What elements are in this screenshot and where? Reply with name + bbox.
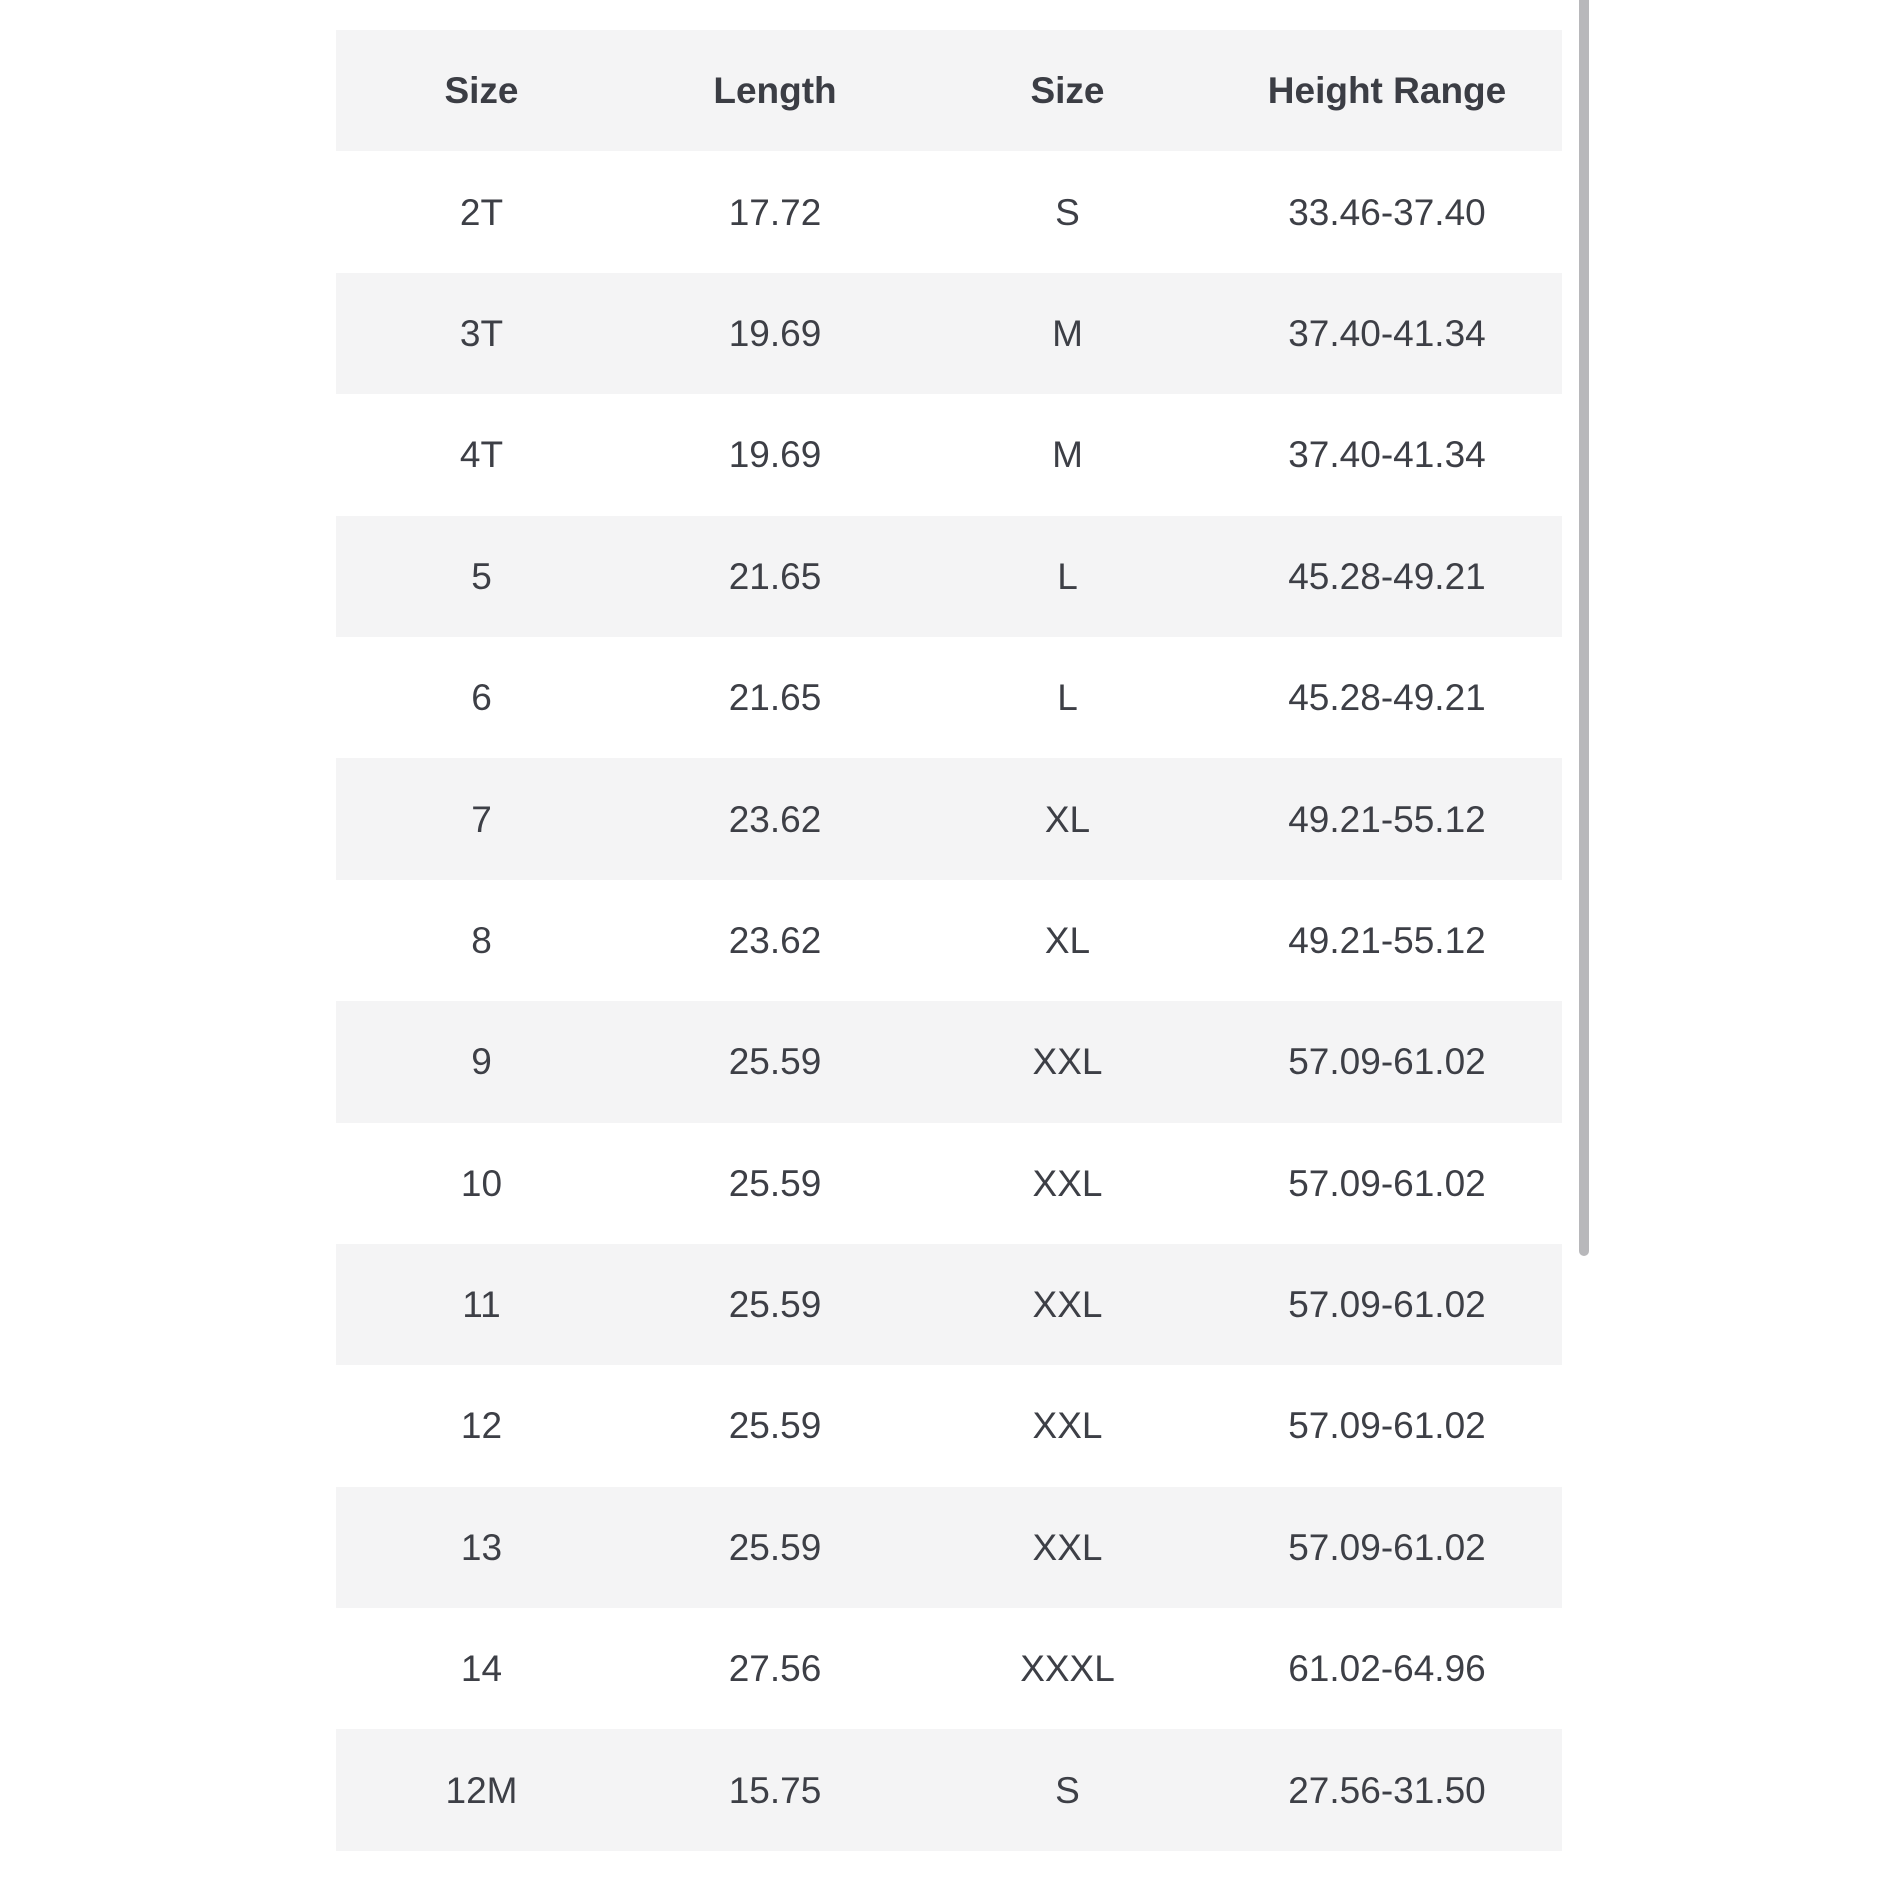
cell-length: 25.59	[627, 1244, 923, 1365]
cell-letter-size: XXXL	[923, 1608, 1212, 1729]
cell-letter-size: XXL	[923, 1001, 1212, 1122]
cell-size: 12M	[336, 1729, 627, 1850]
cell-size: 7	[336, 758, 627, 879]
cell-height-range: 45.28-49.21	[1212, 637, 1562, 758]
cell-letter-size: M	[923, 394, 1212, 515]
table-row	[336, 1365, 1562, 1486]
cell-letter-size: S	[923, 151, 1212, 272]
table-row	[336, 880, 1562, 1001]
table-row	[336, 1487, 1562, 1608]
header-row	[336, 30, 1562, 151]
cell-length: 19.69	[627, 394, 923, 515]
cell-length: 25.59	[627, 1487, 923, 1608]
table-body	[336, 151, 1562, 1850]
cell-size: 8	[336, 880, 627, 1001]
cell-letter-size: L	[923, 637, 1212, 758]
cell-size: 11	[336, 1244, 627, 1365]
cell-size: 4T	[336, 394, 627, 515]
header-letter-size: Size	[923, 30, 1212, 151]
table-row	[336, 1608, 1562, 1729]
cell-height-range: 57.09-61.02	[1212, 1001, 1562, 1122]
table-row	[336, 273, 1562, 394]
table-row	[336, 151, 1562, 272]
cell-size: 3T	[336, 273, 627, 394]
cell-size: 6	[336, 637, 627, 758]
table-row	[336, 1123, 1562, 1244]
cell-length: 23.62	[627, 880, 923, 1001]
cell-length: 19.69	[627, 273, 923, 394]
table-row	[336, 1001, 1562, 1122]
cell-size: 10	[336, 1123, 627, 1244]
cell-length: 21.65	[627, 637, 923, 758]
table-row	[336, 516, 1562, 637]
cell-letter-size: S	[923, 1729, 1212, 1850]
cell-letter-size: XXL	[923, 1365, 1212, 1486]
cell-size: 14	[336, 1608, 627, 1729]
cell-height-range: 37.40-41.34	[1212, 394, 1562, 515]
cell-height-range: 57.09-61.02	[1212, 1123, 1562, 1244]
header-length: Length	[627, 30, 923, 151]
cell-length: 25.59	[627, 1123, 923, 1244]
cell-letter-size: L	[923, 516, 1212, 637]
table-row	[336, 394, 1562, 515]
table-row	[336, 637, 1562, 758]
cell-height-range: 61.02-64.96	[1212, 1608, 1562, 1729]
cell-height-range: 27.56-31.50	[1212, 1729, 1562, 1850]
cell-letter-size: M	[923, 273, 1212, 394]
cell-length: 23.62	[627, 758, 923, 879]
cell-size: 2T	[336, 151, 627, 272]
cell-size: 5	[336, 516, 627, 637]
cell-length: 21.65	[627, 516, 923, 637]
cell-letter-size: XXL	[923, 1244, 1212, 1365]
cell-length: 25.59	[627, 1365, 923, 1486]
cell-height-range: 49.21-55.12	[1212, 880, 1562, 1001]
cell-height-range: 57.09-61.02	[1212, 1487, 1562, 1608]
table-header	[336, 30, 1562, 151]
table-row	[336, 1729, 1562, 1850]
cell-height-range: 57.09-61.02	[1212, 1244, 1562, 1365]
size-chart-table	[336, 30, 1562, 1851]
cell-length: 15.75	[627, 1729, 923, 1850]
cell-letter-size: XL	[923, 758, 1212, 879]
cell-height-range: 37.40-41.34	[1212, 273, 1562, 394]
cell-length: 25.59	[627, 1001, 923, 1122]
cell-height-range: 57.09-61.02	[1212, 1365, 1562, 1486]
cell-letter-size: XXL	[923, 1487, 1212, 1608]
table-row	[336, 758, 1562, 879]
cell-length: 27.56	[627, 1608, 923, 1729]
cell-height-range: 33.46-37.40	[1212, 151, 1562, 272]
cell-letter-size: XXL	[923, 1123, 1212, 1244]
table-row	[336, 1244, 1562, 1365]
cell-letter-size: XL	[923, 880, 1212, 1001]
cell-length: 17.72	[627, 151, 923, 272]
scrollbar-thumb[interactable]	[1579, 0, 1589, 1256]
header-height-range: Height Range	[1212, 30, 1562, 151]
cell-size: 12	[336, 1365, 627, 1486]
cell-height-range: 49.21-55.12	[1212, 758, 1562, 879]
cell-size: 13	[336, 1487, 627, 1608]
header-size: Size	[336, 30, 627, 151]
cell-size: 9	[336, 1001, 627, 1122]
cell-height-range: 45.28-49.21	[1212, 516, 1562, 637]
